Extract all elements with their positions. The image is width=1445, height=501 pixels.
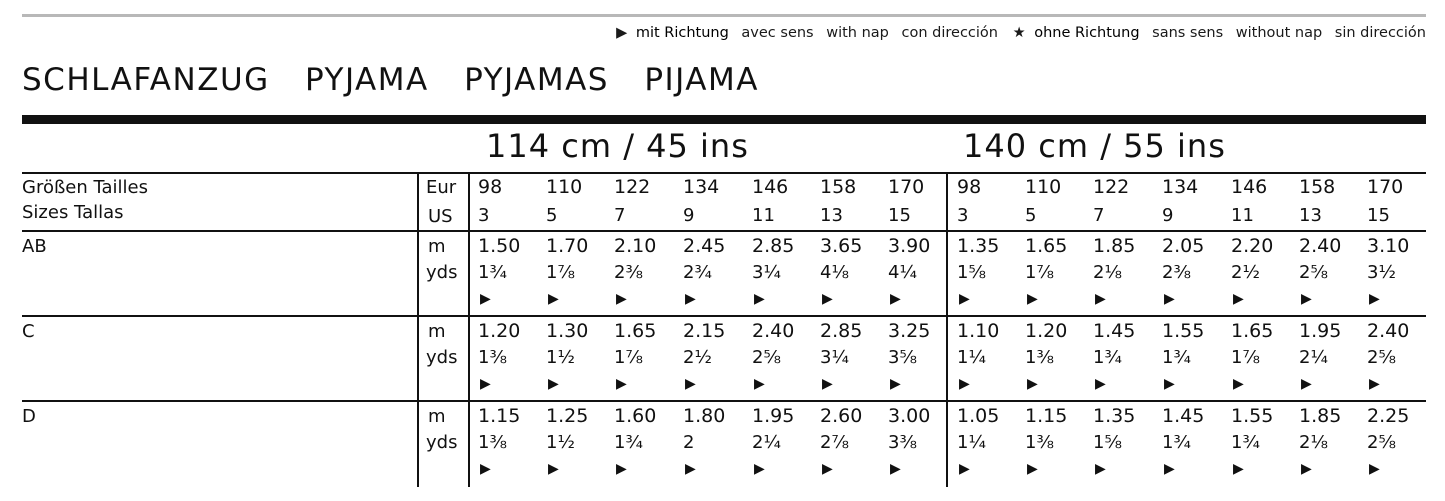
meters-value: 2.40	[1367, 320, 1410, 342]
fabric-width-114: 114 cm / 45 ins	[486, 127, 749, 165]
meters-value: 3.90	[888, 235, 931, 257]
fabric-width-140: 140 cm / 55 ins	[963, 127, 1226, 165]
eur-size: 146	[752, 176, 789, 198]
table-rule	[22, 315, 1426, 317]
eur-size: 170	[1367, 176, 1404, 198]
meters-value: 2.15	[683, 320, 726, 342]
meters-value: 3.00	[888, 405, 931, 427]
meters-value: 2.10	[614, 235, 657, 257]
nap-arrow: ▶	[1301, 461, 1312, 477]
yards-value: 1½	[546, 432, 575, 453]
yards-value: 1⅜	[1025, 432, 1054, 453]
size-unit-us: US	[428, 206, 453, 227]
us-size: 3	[957, 205, 969, 226]
meters-value: 1.35	[957, 235, 1000, 257]
meters-value: 1.15	[478, 405, 521, 427]
meters-value: 1.95	[752, 405, 795, 427]
eur-size: 146	[1231, 176, 1268, 198]
meters-value: 1.45	[1162, 405, 1205, 427]
nap-arrow: ▶	[685, 291, 696, 307]
nap-arrow: ▶	[754, 291, 765, 307]
nap-arrow: ▶	[1164, 291, 1175, 307]
yards-value: 2⅛	[1093, 262, 1122, 283]
meters-value: 2.05	[1162, 235, 1205, 257]
yards-value: 1¼	[957, 347, 986, 368]
legend-with-nap-de: mit Richtung	[635, 25, 729, 41]
meters-value: 1.80	[683, 405, 726, 427]
size-unit-eur: Eur	[426, 177, 457, 198]
us-size: 13	[820, 205, 843, 226]
title-es: PIJAMA	[644, 62, 759, 98]
eur-size: 98	[957, 176, 982, 198]
nap-arrow: ▶	[1233, 291, 1244, 307]
view-label: C	[22, 321, 35, 342]
meters-value: 1.70	[546, 235, 589, 257]
yards-value: 1⅜	[1025, 347, 1054, 368]
legend-with-nap-en: with nap	[826, 25, 889, 41]
nap-arrow: ▶	[1301, 376, 1312, 392]
nap-arrow: ▶	[1027, 376, 1038, 392]
yards-value: 2⅞	[820, 432, 849, 453]
yards-value: 1⅜	[478, 347, 507, 368]
nap-arrow: ▶	[959, 376, 970, 392]
legend-with-nap-es: con dirección	[901, 25, 998, 41]
yards-value: 2⅝	[1367, 347, 1396, 368]
nap-arrow: ▶	[1369, 376, 1380, 392]
table-rule	[22, 400, 1426, 402]
yards-value: 1⅝	[957, 262, 986, 283]
legend-without-nap-fr: sans sens	[1152, 25, 1224, 41]
us-size: 3	[478, 205, 490, 226]
sizes-label: Größen Tailles	[22, 177, 149, 198]
meters-value: 1.65	[1231, 320, 1274, 342]
yards-value: 2⅝	[1299, 262, 1328, 283]
title-rule	[22, 115, 1426, 124]
meters-value: 1.95	[1299, 320, 1342, 342]
meters-value: 1.15	[1025, 405, 1068, 427]
meters-value: 1.30	[546, 320, 589, 342]
eur-size: 134	[683, 176, 720, 198]
nap-arrow: ▶	[480, 461, 491, 477]
without-nap-symbol: ★	[1012, 25, 1026, 41]
yards-value: 1¼	[957, 432, 986, 453]
nap-arrow: ▶	[1301, 291, 1312, 307]
unit-yds: yds	[426, 262, 458, 283]
us-size: 13	[1299, 205, 1322, 226]
legend-with-nap-fr: avec sens	[741, 25, 814, 41]
meters-value: 1.20	[1025, 320, 1068, 342]
yards-value: 3⅜	[888, 432, 917, 453]
table-divider-widths	[946, 172, 948, 487]
unit-yds: yds	[426, 432, 458, 453]
nap-arrow: ▶	[1233, 376, 1244, 392]
nap-arrow: ▶	[1369, 291, 1380, 307]
title-en: PYJAMAS	[464, 62, 609, 98]
nap-arrow: ▶	[959, 461, 970, 477]
meters-value: 2.40	[1299, 235, 1342, 257]
nap-arrow: ▶	[685, 376, 696, 392]
nap-arrow: ▶	[480, 376, 491, 392]
nap-arrow: ▶	[754, 461, 765, 477]
us-size: 7	[1093, 205, 1105, 226]
yards-value: 1¾	[614, 432, 643, 453]
yards-value: 1½	[546, 347, 575, 368]
us-size: 5	[1025, 205, 1037, 226]
with-nap-symbol: ▶	[616, 25, 628, 41]
nap-arrow: ▶	[1027, 461, 1038, 477]
meters-value: 1.85	[1093, 235, 1136, 257]
title-fr: PYJAMA	[305, 62, 429, 98]
meters-value: 2.45	[683, 235, 726, 257]
unit-m: m	[428, 321, 446, 342]
us-size: 5	[546, 205, 558, 226]
table-rule	[22, 172, 1426, 174]
yards-value: 3½	[1367, 262, 1396, 283]
meters-value: 1.50	[478, 235, 521, 257]
meters-value: 1.65	[1025, 235, 1068, 257]
yards-value: 4¼	[888, 262, 917, 283]
meters-value: 2.85	[820, 320, 863, 342]
unit-m: m	[428, 236, 446, 257]
yards-value: 1⅝	[1093, 432, 1122, 453]
nap-arrow: ▶	[959, 291, 970, 307]
nap-arrow: ▶	[1095, 376, 1106, 392]
title-de: SCHLAFANZUG	[22, 62, 270, 98]
yards-value: 2¼	[752, 432, 781, 453]
meters-value: 1.55	[1162, 320, 1205, 342]
us-size: 9	[683, 205, 695, 226]
nap-arrow: ▶	[1164, 461, 1175, 477]
yards-value: 1⅞	[546, 262, 575, 283]
eur-size: 110	[546, 176, 583, 198]
eur-size: 158	[1299, 176, 1336, 198]
meters-value: 2.85	[752, 235, 795, 257]
legend-without-nap-es: sin dirección	[1334, 25, 1426, 41]
meters-value: 2.40	[752, 320, 795, 342]
nap-arrow: ▶	[548, 376, 559, 392]
meters-value: 1.10	[957, 320, 1000, 342]
nap-legend	[606, 25, 1426, 41]
nap-arrow: ▶	[822, 461, 833, 477]
nap-arrow: ▶	[616, 291, 627, 307]
eur-size: 122	[1093, 176, 1130, 198]
yards-value: 2½	[683, 347, 712, 368]
nap-arrow: ▶	[822, 376, 833, 392]
yards-value: 4⅛	[820, 262, 849, 283]
eur-size: 158	[820, 176, 857, 198]
eur-size: 170	[888, 176, 925, 198]
nap-arrow: ▶	[890, 376, 901, 392]
meters-value: 3.10	[1367, 235, 1410, 257]
nap-arrow: ▶	[1369, 461, 1380, 477]
top-rule	[22, 14, 1426, 17]
us-size: 11	[1231, 205, 1254, 226]
legend-without-nap-de: ohne Richtung	[1034, 25, 1140, 41]
meters-value: 1.25	[546, 405, 589, 427]
yards-value: 1⅞	[1231, 347, 1260, 368]
meters-value: 2.60	[820, 405, 863, 427]
nap-arrow: ▶	[548, 461, 559, 477]
eur-size: 98	[478, 176, 503, 198]
nap-arrow: ▶	[1164, 376, 1175, 392]
yards-value: 1¾	[1162, 347, 1191, 368]
yards-value: 3⅝	[888, 347, 917, 368]
nap-arrow: ▶	[754, 376, 765, 392]
nap-arrow: ▶	[616, 376, 627, 392]
meters-value: 1.55	[1231, 405, 1274, 427]
unit-m: m	[428, 406, 446, 427]
yards-value: 1¾	[1231, 432, 1260, 453]
yards-value: 2¾	[683, 262, 712, 283]
meters-value: 2.25	[1367, 405, 1410, 427]
us-size: 9	[1162, 205, 1174, 226]
table-rule	[22, 230, 1426, 232]
us-size: 7	[614, 205, 626, 226]
yards-value: 2⅜	[614, 262, 643, 283]
yards-value: 1¾	[1093, 347, 1122, 368]
table-divider-units	[417, 172, 419, 487]
us-size: 15	[1367, 205, 1390, 226]
nap-arrow: ▶	[616, 461, 627, 477]
yards-value: 1¾	[478, 262, 507, 283]
yards-value: 2⅜	[1162, 262, 1191, 283]
nap-arrow: ▶	[890, 291, 901, 307]
nap-arrow: ▶	[1095, 291, 1106, 307]
page-title	[22, 62, 783, 98]
yards-value: 3¼	[820, 347, 849, 368]
meters-value: 3.65	[820, 235, 863, 257]
meters-value: 2.20	[1231, 235, 1274, 257]
eur-size: 122	[614, 176, 651, 198]
nap-arrow: ▶	[548, 291, 559, 307]
yards-value: 2¼	[1299, 347, 1328, 368]
nap-arrow: ▶	[685, 461, 696, 477]
meters-value: 1.85	[1299, 405, 1342, 427]
unit-yds: yds	[426, 347, 458, 368]
view-label: D	[22, 406, 36, 427]
nap-arrow: ▶	[890, 461, 901, 477]
yards-value: 2½	[1231, 262, 1260, 283]
nap-arrow: ▶	[1233, 461, 1244, 477]
yards-value: 2	[683, 432, 695, 453]
view-label: AB	[22, 236, 47, 257]
meters-value: 1.45	[1093, 320, 1136, 342]
yards-value: 2⅛	[1299, 432, 1328, 453]
meters-value: 3.25	[888, 320, 931, 342]
yards-value: 2⅝	[752, 347, 781, 368]
yards-value: 1⅜	[478, 432, 507, 453]
us-size: 15	[888, 205, 911, 226]
yards-value: 1⅞	[1025, 262, 1054, 283]
legend-without-nap-en: without nap	[1235, 25, 1323, 41]
nap-arrow: ▶	[1095, 461, 1106, 477]
sizes-label: Sizes Tallas	[22, 202, 124, 223]
eur-size: 110	[1025, 176, 1062, 198]
nap-arrow: ▶	[480, 291, 491, 307]
meters-value: 1.05	[957, 405, 1000, 427]
us-size: 11	[752, 205, 775, 226]
nap-arrow: ▶	[1027, 291, 1038, 307]
yards-value: 1¾	[1162, 432, 1191, 453]
yards-value: 3¼	[752, 262, 781, 283]
meters-value: 1.35	[1093, 405, 1136, 427]
table-divider-values	[468, 172, 470, 487]
meters-value: 1.20	[478, 320, 521, 342]
yards-value: 1⅞	[614, 347, 643, 368]
eur-size: 134	[1162, 176, 1199, 198]
meters-value: 1.65	[614, 320, 657, 342]
nap-arrow: ▶	[822, 291, 833, 307]
yards-value: 2⅝	[1367, 432, 1396, 453]
meters-value: 1.60	[614, 405, 657, 427]
